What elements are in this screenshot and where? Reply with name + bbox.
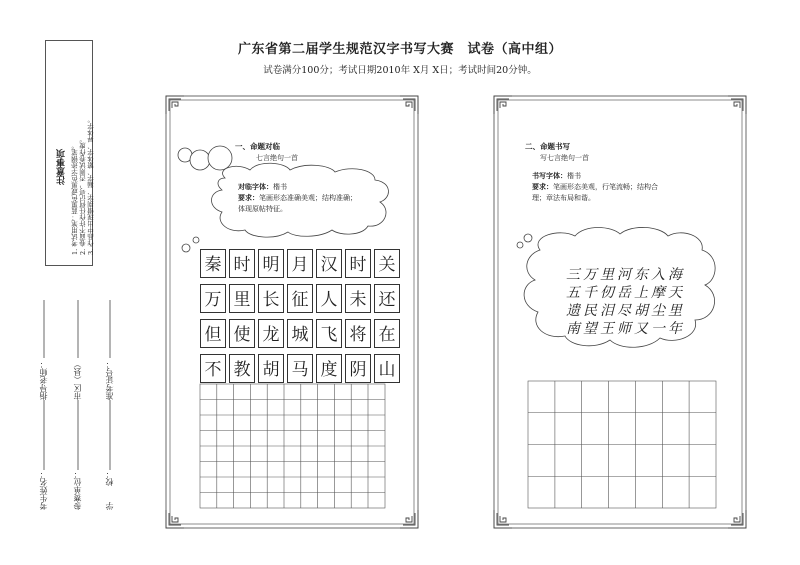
char-cell: 长 xyxy=(258,284,284,313)
char-cell: 关 xyxy=(374,249,400,278)
field-examid-label: 准考证号： xyxy=(105,360,114,400)
char-cell: 时 xyxy=(345,249,371,278)
char-cell: 还 xyxy=(374,284,400,313)
field-unit-label: 参赛单位： xyxy=(73,470,82,510)
poem-line-1: 三万里河东入海 xyxy=(566,267,685,283)
poem-line-4: 南望王师又一年 xyxy=(566,321,685,337)
char-cell: 明 xyxy=(258,249,284,278)
left-req-text-1: 笔画形态准确美观；结构准确； xyxy=(259,194,357,202)
right-req-label: 要求： xyxy=(532,183,553,191)
field-city-label: 市区（县） xyxy=(73,360,82,400)
left-req-text-2: 体现原帖特征。 xyxy=(238,205,287,213)
char-cell: 使 xyxy=(229,319,255,348)
right-font-label: 书写字体： xyxy=(532,172,567,180)
left-font-value: 楷书 xyxy=(273,183,287,191)
right-section-title: 二、命题书写 xyxy=(525,142,570,151)
char-cell: 山 xyxy=(374,354,400,383)
char-cell: 但 xyxy=(200,319,226,348)
notice-item-2: 2. 卷面不许作任何记号，否则试卷作废。 xyxy=(79,136,87,255)
right-req-text-1: 笔画形态美观，行笔流畅；结构合 xyxy=(553,183,658,191)
char-row xyxy=(200,249,400,278)
char-cell: 龙 xyxy=(258,319,284,348)
notice-item-3: 3. 作品中出现错别字、漏字、繁体字、异体字。 xyxy=(87,116,95,255)
left-req-label: 要求： xyxy=(238,194,259,202)
char-cell: 将 xyxy=(345,319,371,348)
char-cell: 汉 xyxy=(316,249,342,278)
char-cell: 未 xyxy=(345,284,371,313)
left-section-title: 一、命题对临 xyxy=(235,142,280,151)
char-cell: 里 xyxy=(229,284,255,313)
char-cell: 时 xyxy=(229,249,255,278)
char-cell: 马 xyxy=(287,354,313,383)
field-teacher-label: 指导老师： xyxy=(39,360,48,400)
left-font-label: 对临字体： xyxy=(238,183,273,191)
char-row xyxy=(200,354,400,383)
notice-item-1: 1. 考试用笔：蓝黑色或黑色字迹钢笔。 xyxy=(71,142,79,255)
char-cell: 胡 xyxy=(258,354,284,383)
char-cell: 在 xyxy=(374,319,400,348)
right-section-sub: 写七言绝句一首 xyxy=(540,154,589,162)
char-cell: 飞 xyxy=(316,319,342,348)
char-cell: 征 xyxy=(287,284,313,313)
model-char-table xyxy=(200,249,403,389)
left-section-sub: 七言绝句一首 xyxy=(256,154,298,162)
page-subtitle: 试卷满分100分；考试日期2010年 X月 X日；考试时间20分钟。 xyxy=(263,65,537,76)
char-cell: 万 xyxy=(200,284,226,313)
page-title: 广东省第二届学生规范汉字书写大赛 试卷（高中组） xyxy=(237,42,562,57)
char-cell: 不 xyxy=(200,354,226,383)
char-cell: 城 xyxy=(287,319,313,348)
char-row xyxy=(200,284,400,313)
right-req-text-2: 理；章法布局和谐。 xyxy=(532,194,595,202)
char-cell: 秦 xyxy=(200,249,226,278)
char-cell: 阴 xyxy=(345,354,371,383)
char-cell: 人 xyxy=(316,284,342,313)
char-cell: 度 xyxy=(316,354,342,383)
field-name-label: 考生姓名： xyxy=(39,470,48,510)
notice-title: 注意事项 xyxy=(57,149,67,185)
right-font-value: 楷书 xyxy=(567,172,581,180)
char-row xyxy=(200,319,400,348)
char-cell: 教 xyxy=(229,354,255,383)
field-school-label: 学 校： xyxy=(105,470,114,510)
poem-line-3: 遗民泪尽胡尘里 xyxy=(566,303,685,319)
char-cell: 月 xyxy=(287,249,313,278)
left-writing-grid[interactable] xyxy=(200,384,385,508)
right-writing-grid[interactable] xyxy=(528,381,716,508)
poem-line-2: 五千仞岳上摩天 xyxy=(566,285,685,301)
